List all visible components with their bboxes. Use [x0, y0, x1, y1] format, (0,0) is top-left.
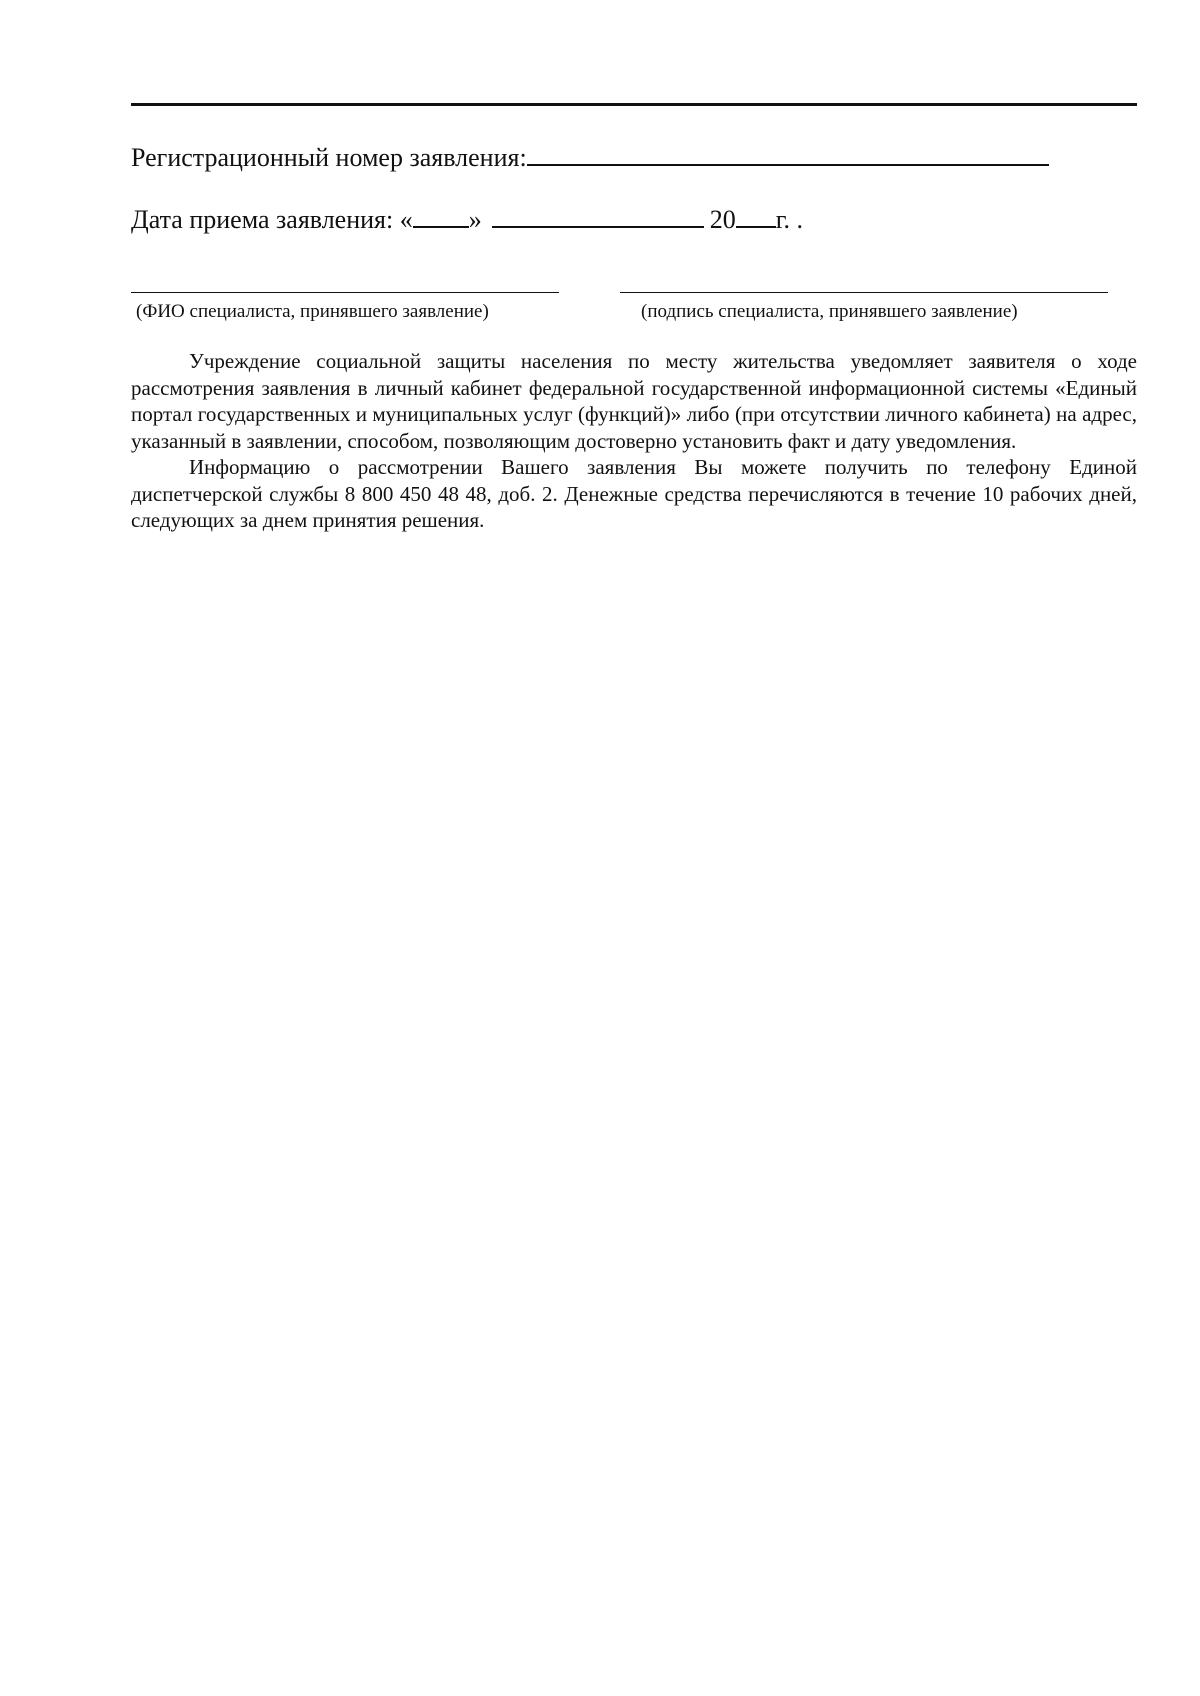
top-divider: [131, 103, 1137, 106]
application-date-label: Дата приема заявления: «: [131, 205, 413, 234]
date-month-blank[interactable]: [492, 204, 704, 228]
specialist-signature-line[interactable]: [620, 292, 1108, 293]
date-year-blank[interactable]: [736, 204, 776, 228]
date-year-prefix: 20: [709, 205, 736, 234]
registration-number-label: Регистрационный номер заявления:: [131, 143, 527, 172]
specialist-name-line[interactable]: [131, 292, 559, 293]
application-date-row: [131, 204, 803, 235]
date-quote-close: »: [468, 205, 482, 234]
notice-paragraph-1: Учреждение социальной защиты населения по месту жительства уведомляет заявителя о ходе рассмотрения заявления в личный кабинет федеральной государственной информационной системы «Единый портал государственных и муниципальных услуг (функций)» либо (при отсутствии личного кабинета) на адрес, указанный в заявлении, способом, позволяющим достоверно установить факт и дату уведомления.: [131, 349, 1137, 453]
specialist-signature-caption: (подпись специалиста, принявшего заявление): [641, 301, 1018, 322]
date-year-suffix: г. .: [775, 205, 803, 234]
specialist-name-caption: (ФИО специалиста, принявшего заявление): [136, 301, 489, 322]
notice-paragraph-2: Информацию о рассмотрении Вашего заявления Вы можете получить по телефону Единой диспетчерской службы 8 800 450 48 48, доб. 2. Денежные средства перечисляются в течение 10 рабочих дней, следующих за днем принятия решения.: [131, 455, 1137, 532]
registration-number-blank[interactable]: [527, 142, 1049, 166]
notice-text: [131, 348, 1137, 534]
date-day-blank[interactable]: [413, 204, 469, 228]
registration-number-row: [131, 142, 1049, 173]
